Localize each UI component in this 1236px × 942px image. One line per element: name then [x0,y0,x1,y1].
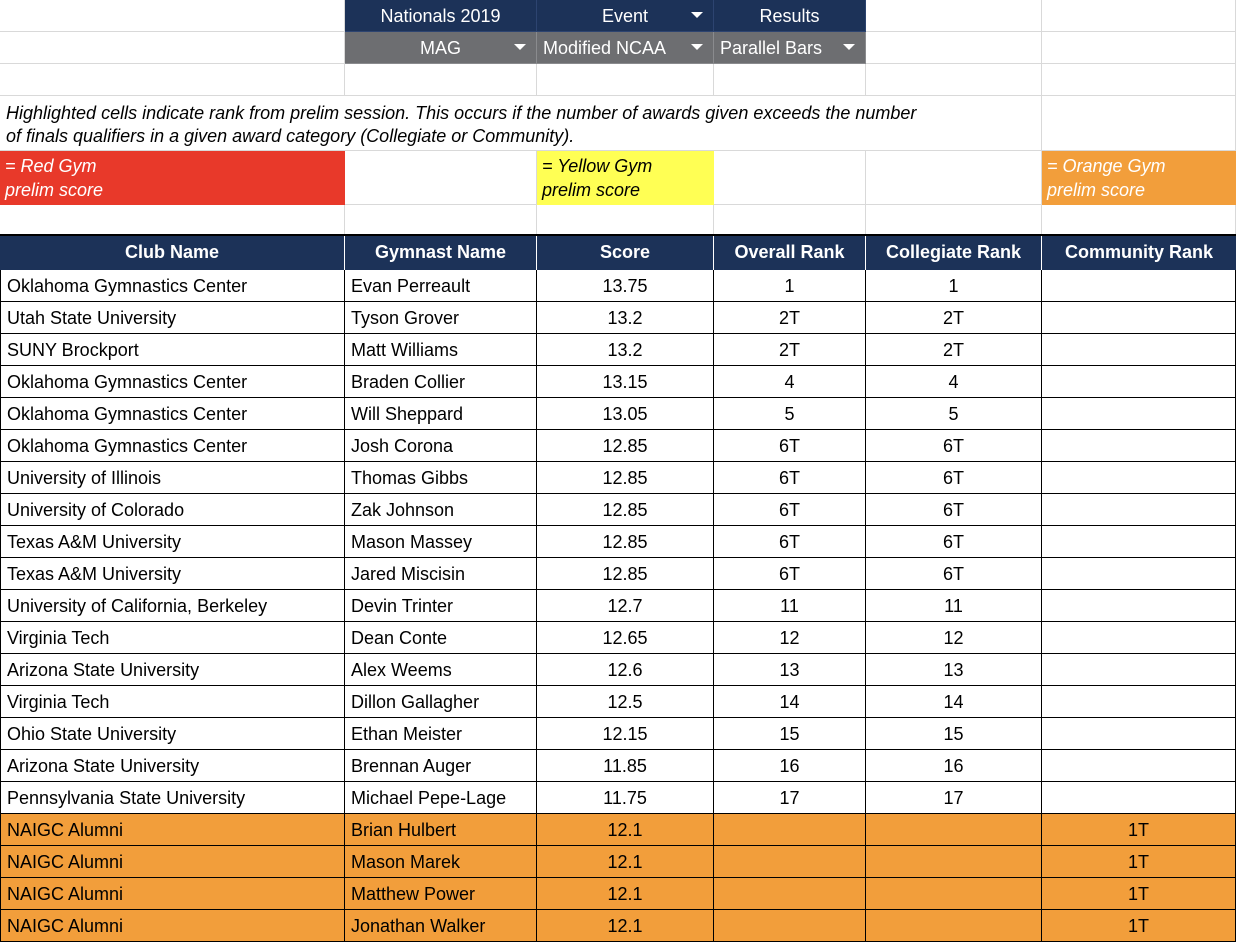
discipline-value: MAG [419,38,461,58]
club-name-cell[interactable]: Virginia Tech [0,686,345,718]
event-dropdown[interactable] [714,32,866,64]
community-rank-cell[interactable] [1042,302,1236,334]
score-cell[interactable]: 12.15 [537,718,714,750]
club-name-cell[interactable]: Oklahoma Gymnastics Center [0,270,345,302]
club-name-cell[interactable]: Texas A&M University [0,558,345,590]
gymnast-name-cell[interactable]: Dean Conte [345,622,537,654]
club-name-cell[interactable]: Pennsylvania State University [0,782,345,814]
overall-rank-cell[interactable] [714,846,866,878]
legend-red-line2: prelim score [5,180,104,200]
community-rank-cell[interactable]: 1T [1042,846,1236,878]
score-cell[interactable]: 12.85 [537,558,714,590]
overall-rank-cell[interactable]: 2T [714,334,866,366]
score-cell[interactable]: 12.1 [537,910,714,942]
gymnast-name-cell[interactable]: Mason Massey [345,526,537,558]
table-row [0,910,1236,942]
club-name-cell[interactable]: NAIGC Alumni [0,878,345,910]
gymnast-name-cell[interactable]: Zak Johnson [345,494,537,526]
collegiate-rank-cell[interactable]: 14 [866,686,1042,718]
score-cell[interactable]: 13.75 [537,270,714,302]
gymnast-name-cell[interactable]: Dillon Gallagher [345,686,537,718]
chevron-down-icon[interactable] [843,44,855,50]
table-row [0,494,1236,526]
community-rank-cell[interactable] [1042,270,1236,302]
grid-cell[interactable] [866,151,1042,205]
grid-cell[interactable] [1042,205,1236,236]
club-name-cell[interactable]: NAIGC Alumni [0,910,345,942]
score-cell[interactable]: 13.15 [537,366,714,398]
community-rank-cell[interactable] [1042,654,1236,686]
column-header-club[interactable]: Club Name [0,236,345,270]
collegiate-rank-cell[interactable]: 2T [866,302,1042,334]
collegiate-rank-cell[interactable]: 15 [866,718,1042,750]
overall-rank-cell[interactable]: 5 [714,398,866,430]
community-rank-cell[interactable] [1042,334,1236,366]
club-name-cell[interactable]: Oklahoma Gymnastics Center [0,430,345,462]
legend-orange-line1: = Orange Gym [1047,156,1166,176]
community-rank-cell[interactable] [1042,462,1236,494]
legend-yellow-line2: prelim score [542,180,641,200]
overall-rank-cell[interactable]: 6T [714,494,866,526]
score-cell[interactable]: 12.1 [537,846,714,878]
grid-cell[interactable] [1042,64,1236,96]
community-rank-cell[interactable]: 1T [1042,910,1236,942]
gymnast-name-cell[interactable]: Ethan Meister [345,718,537,750]
grid-cell[interactable] [537,64,714,96]
score-cell[interactable]: 12.7 [537,590,714,622]
table-row [0,430,1236,462]
community-rank-cell[interactable] [1042,750,1236,782]
grid-cell[interactable] [714,64,866,96]
grid-cell[interactable] [1042,0,1236,32]
legend-red-line1: = Red Gym [5,156,97,176]
collegiate-rank-cell[interactable]: 16 [866,750,1042,782]
table-row [0,270,1236,302]
club-name-cell[interactable]: University of Illinois [0,462,345,494]
collegiate-rank-cell[interactable]: 11 [866,590,1042,622]
gymnast-name-cell[interactable]: Matthew Power [345,878,537,910]
collegiate-rank-cell[interactable]: 6T [866,430,1042,462]
header-results-cell [714,0,866,32]
gymnast-name-cell[interactable]: Will Sheppard [345,398,537,430]
score-cell[interactable]: 12.5 [537,686,714,718]
table-row [0,366,1236,398]
gymnast-name-cell[interactable]: Evan Perreault [345,270,537,302]
grid-cell[interactable] [0,0,345,32]
table-row [0,526,1236,558]
overall-rank-cell[interactable]: 11 [714,590,866,622]
collegiate-rank-cell[interactable]: 12 [866,622,1042,654]
score-cell[interactable]: 13.2 [537,302,714,334]
score-cell[interactable]: 13.05 [537,398,714,430]
collegiate-rank-cell[interactable] [866,814,1042,846]
format-value: Modified NCAA [543,38,667,58]
note-line-1: Highlighted cells indicate rank from prelim session. This occurs if the number of awards given exceeds the number [6,103,917,123]
club-name-cell[interactable]: SUNY Brockport [0,334,345,366]
column-header-community-rank[interactable]: Community Rank [1042,236,1236,270]
legend-yellow-line1: = Yellow Gym [542,156,653,176]
community-rank-cell[interactable]: 1T [1042,814,1236,846]
club-name-cell[interactable]: Ohio State University [0,718,345,750]
table-row [0,398,1236,430]
community-rank-cell[interactable]: 1T [1042,878,1236,910]
header-title: Nationals 2019 [380,6,501,26]
collegiate-rank-cell[interactable]: 6T [866,462,1042,494]
column-header-overall-rank[interactable]: Overall Rank [714,236,866,270]
grid-cell[interactable] [0,64,345,96]
overall-rank-cell[interactable]: 6T [714,462,866,494]
table-row [0,590,1236,622]
overall-rank-cell[interactable]: 14 [714,686,866,718]
club-name-cell[interactable]: Utah State University [0,302,345,334]
club-name-cell[interactable]: University of California, Berkeley [0,590,345,622]
collegiate-rank-cell[interactable]: 6T [866,526,1042,558]
grid-cell[interactable] [714,151,866,205]
header-event-label: Event [601,6,649,26]
community-rank-cell[interactable] [1042,782,1236,814]
collegiate-rank-cell[interactable] [866,878,1042,910]
gymnast-name-cell[interactable]: Jared Miscisin [345,558,537,590]
table-row [0,686,1236,718]
table-row [0,302,1236,334]
grid-cell[interactable] [345,205,537,236]
grid-cell[interactable] [866,0,1042,32]
club-name-cell[interactable]: Virginia Tech [0,622,345,654]
overall-rank-cell[interactable]: 4 [714,366,866,398]
gymnast-name-cell[interactable]: Brian Hulbert [345,814,537,846]
grid-cell[interactable] [345,64,537,96]
grid-cell[interactable] [866,64,1042,96]
gymnast-name-cell[interactable]: Tyson Grover [345,302,537,334]
gymnast-name-cell[interactable]: Michael Pepe-Lage [345,782,537,814]
gymnast-name-cell[interactable]: Mason Marek [345,846,537,878]
club-name-cell[interactable]: NAIGC Alumni [0,814,345,846]
community-rank-cell[interactable] [1042,526,1236,558]
collegiate-rank-cell[interactable] [866,910,1042,942]
grid-cell[interactable] [537,205,714,236]
collegiate-rank-cell[interactable]: 13 [866,654,1042,686]
overall-rank-cell[interactable]: 16 [714,750,866,782]
discipline-dropdown[interactable] [345,32,537,64]
grid-cell[interactable] [345,151,537,205]
overall-rank-cell[interactable] [714,910,866,942]
club-name-cell[interactable]: Arizona State University [0,654,345,686]
score-cell[interactable]: 11.75 [537,782,714,814]
community-rank-cell[interactable] [1042,366,1236,398]
collegiate-rank-cell[interactable]: 6T [866,558,1042,590]
score-cell[interactable]: 12.85 [537,494,714,526]
collegiate-rank-cell[interactable]: 17 [866,782,1042,814]
gymnast-name-cell[interactable]: Brennan Auger [345,750,537,782]
community-rank-cell[interactable] [1042,622,1236,654]
overall-rank-cell[interactable]: 17 [714,782,866,814]
overall-rank-cell[interactable]: 6T [714,526,866,558]
score-cell[interactable]: 12.65 [537,622,714,654]
collegiate-rank-cell[interactable]: 2T [866,334,1042,366]
gymnast-name-cell[interactable]: Josh Corona [345,430,537,462]
grid-cell[interactable] [0,32,345,64]
collegiate-rank-cell[interactable]: 4 [866,366,1042,398]
grid-cell[interactable] [866,32,1042,64]
table-row [0,558,1236,590]
collegiate-rank-cell[interactable]: 5 [866,398,1042,430]
note-line-2: of finals qualifiers in a given award category (Collegiate or Community). [6,126,575,146]
table-row [0,718,1236,750]
community-rank-cell[interactable] [1042,398,1236,430]
score-cell[interactable]: 12.1 [537,814,714,846]
overall-rank-cell[interactable]: 15 [714,718,866,750]
chevron-down-icon[interactable] [514,44,526,50]
community-rank-cell[interactable] [1042,494,1236,526]
overall-rank-cell[interactable]: 6T [714,558,866,590]
legend-orange-line2: prelim score [1047,180,1146,200]
overall-rank-cell[interactable]: 1 [714,270,866,302]
collegiate-rank-cell[interactable] [866,846,1042,878]
score-cell[interactable]: 12.85 [537,430,714,462]
gymnast-name-cell[interactable]: Alex Weems [345,654,537,686]
format-dropdown[interactable] [537,32,714,64]
gymnast-name-cell[interactable]: Thomas Gibbs [345,462,537,494]
gymnast-name-cell[interactable]: Braden Collier [345,366,537,398]
header-results-label: Results [759,6,820,26]
legend-orange-gym [1042,151,1236,205]
community-rank-cell[interactable] [1042,430,1236,462]
table-row [0,622,1236,654]
grid-cell[interactable] [0,205,345,236]
club-name-cell[interactable]: Arizona State University [0,750,345,782]
table-row [0,782,1236,814]
club-name-cell[interactable]: NAIGC Alumni [0,846,345,878]
grid-cell[interactable] [1042,32,1236,64]
column-header-score[interactable]: Score [537,236,714,270]
community-rank-cell[interactable] [1042,558,1236,590]
chevron-down-icon[interactable] [691,12,703,18]
score-cell[interactable]: 13.2 [537,334,714,366]
table-row [0,462,1236,494]
score-cell[interactable]: 12.6 [537,654,714,686]
gymnast-name-cell[interactable]: Matt Williams [345,334,537,366]
score-cell[interactable]: 12.85 [537,526,714,558]
overall-rank-cell[interactable]: 13 [714,654,866,686]
gymnast-name-cell[interactable]: Jonathan Walker [345,910,537,942]
table-row [0,750,1236,782]
grid-cell[interactable] [1042,96,1236,151]
overall-rank-cell[interactable]: 2T [714,302,866,334]
grid-cell[interactable] [866,205,1042,236]
overall-rank-cell[interactable] [714,878,866,910]
club-name-cell[interactable]: University of Colorado [0,494,345,526]
column-header-gymnast[interactable]: Gymnast Name [345,236,537,270]
overall-rank-cell[interactable]: 12 [714,622,866,654]
header-title-cell [345,0,537,32]
gymnast-name-cell[interactable]: Devin Trinter [345,590,537,622]
collegiate-rank-cell[interactable]: 1 [866,270,1042,302]
table-row [0,878,1236,910]
score-cell[interactable]: 11.85 [537,750,714,782]
event-value: Parallel Bars [720,38,823,58]
club-name-cell[interactable]: Oklahoma Gymnastics Center [0,398,345,430]
table-row [0,334,1236,366]
club-name-cell[interactable]: Oklahoma Gymnastics Center [0,366,345,398]
overall-rank-cell[interactable]: 6T [714,430,866,462]
overall-rank-cell[interactable] [714,814,866,846]
club-name-cell[interactable]: Texas A&M University [0,526,345,558]
collegiate-rank-cell[interactable]: 6T [866,494,1042,526]
community-rank-cell[interactable] [1042,590,1236,622]
chevron-down-icon[interactable] [691,44,703,50]
community-rank-cell[interactable] [1042,718,1236,750]
table-row [0,846,1236,878]
column-header-collegiate-rank[interactable]: Collegiate Rank [866,236,1042,270]
table-row [0,654,1236,686]
header-event-cell[interactable] [537,0,714,32]
table-row [0,814,1236,846]
legend-yellow-gym [537,151,714,205]
highlight-note [6,102,1036,148]
grid-cell[interactable] [714,205,866,236]
score-cell[interactable]: 12.1 [537,878,714,910]
legend-red-gym [0,151,345,205]
community-rank-cell[interactable] [1042,686,1236,718]
score-cell[interactable]: 12.85 [537,462,714,494]
